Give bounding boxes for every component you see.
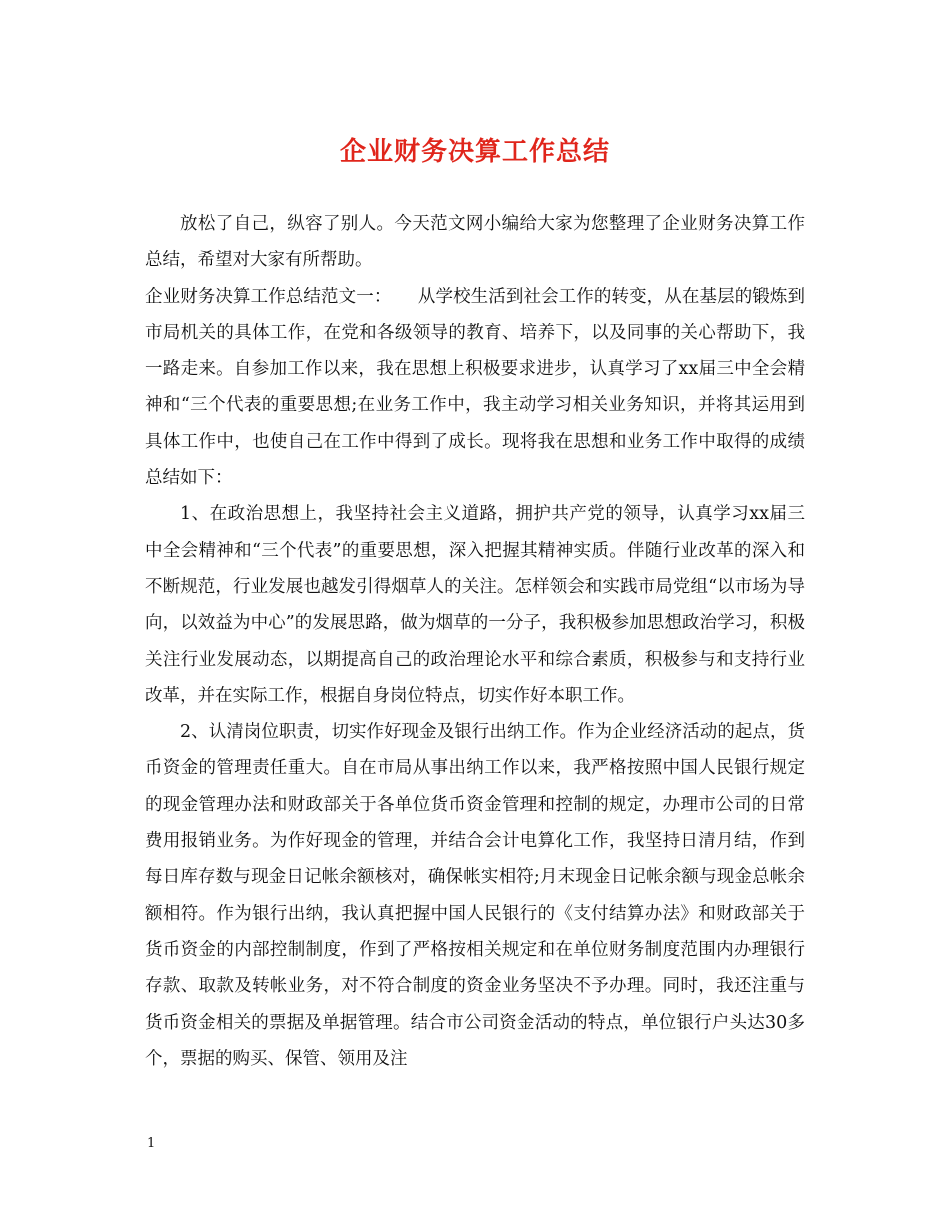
- intro-paragraph: 放松了自己，纵容了别人。今天范文网小编给大家为您整理了企业财务决算工作总结，希望对大家有所帮助。: [145, 214, 805, 271]
- page-number: 1: [147, 1136, 156, 1151]
- point-two-paragraph: 2、认清岗位职责，切实作好现金及银行出纳工作。作为企业经济活动的起点，货币资金的管理责任重大。自在市局从事出纳工作以来，我严格按照中国人民银行规定的现金管理办法和财政部关于各单位货币资金管理和控制的规定，办理市公司的日常费用报销业务。为作好现金的管理，并结合会计电算化工作，我坚持日清月结，作到每日库存数与现金日记帐余额核对，确保帐实相符;月末现金日记帐余额与现金总帐余额相符。作为银行出纳，我认真把握中国人民银行的《支付结算办法》和财政部关于货币资金的内部控制制度，作到了严格按相关规定和在单位财务制度范围内办理银行存款、取款及转帐业务，对不符合制度的资金业务坚决不予办理。同时，我还注重与货币资金相关的票据及单据管理。结合市公司资金活动的特点，单位银行户头达30多个，票据的购买、保管、领用及注: [145, 722, 805, 1069]
- document-title: 企业财务决算工作总结: [339, 137, 610, 167]
- document-body: [145, 206, 805, 1077]
- sample-one-paragraph: 企业财务决算工作总结范文一： 从学校生活到社会工作的转变，从在基层的锻炼到市局机关的具体工作，在党和各级领导的教育、培养下，以及同事的关心帮助下，我一路走来。自参加工作以来，我在思想上积极要求进步，认真学习了xx届三中全会精神和“三个代表的重要思想;在业务工作中，我主动学习相关业务知识，并将其运用到具体工作中，也使自己在工作中得到了成长。现将我在思想和业务工作中取得的成绩总结如下：: [145, 286, 805, 489]
- point-one-paragraph: 1、在政治思想上，我坚持社会主义道路，拥护共产党的领导，认真学习xx届三中全会精神和“三个代表”的重要思想，深入把握其精神实质。伴随行业改革的深入和不断规范，行业发展也越发引得烟草人的关注。怎样领会和实践市局党组“以市场为导向，以效益为中心”的发展思路，做为烟草的一分子，我积极参加思想政治学习，积极关注行业发展动态，以期提高自己的政治理论水平和综合素质，积极参与和支持行业改革，并在实际工作，根据自身岗位特点，切实作好本职工作。: [145, 504, 805, 706]
